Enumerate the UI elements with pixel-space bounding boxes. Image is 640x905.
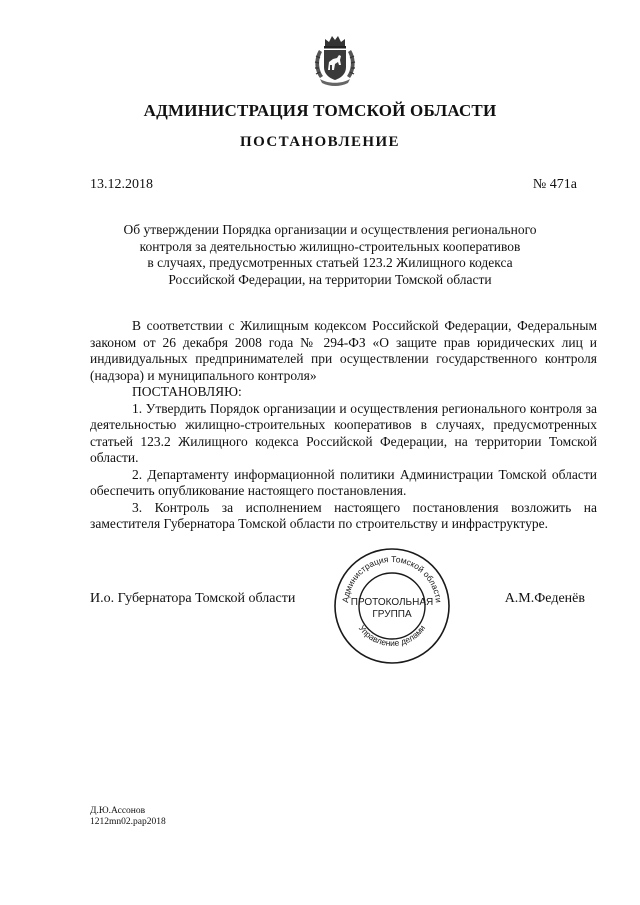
signer-name: А.М.Феденёв — [504, 591, 585, 606]
subject-line: Российской Федерации, на территории Томской области — [168, 271, 492, 287]
document-subject — [110, 222, 550, 288]
file-reference: 1212mn02.pap2018 — [90, 817, 166, 827]
stamp-ring-top-text: Администрация Томской области — [340, 553, 444, 604]
official-stamp — [332, 546, 452, 666]
executor-name: Д.Ю.Ассонов — [90, 806, 146, 816]
stamp-center-line2: ГРУППА — [372, 609, 412, 620]
executor-footer — [90, 806, 166, 828]
item-paragraph: 1. Утвердить Порядок организации и осуществления регионального контроля за деятельностью жилищно-строительных кооперативов в случаях, предусмотренных статьей 123.2 Жилищного кодекса Российской Федерации, на территории Томской области. — [90, 400, 597, 465]
document-body — [90, 318, 597, 533]
stamp-ring-bottom-text: Управление делами — [356, 623, 428, 649]
preamble-paragraph: В соответствии с Жилищным кодексом Российской Федерации, Федеральным законом от 26 декабря 2008 года № 294-ФЗ «О защите прав юридических лиц и индивидуальных предпринимателей при осуществлении государственного контроля (надзора) и муниципального контроля» — [90, 318, 597, 383]
item-paragraph: 2. Департаменту информационной политики Администрации Томской области обеспечить опубликование настоящего постановления. — [90, 466, 597, 498]
document-type-heading: ПОСТАНОВЛЕНИЕ — [240, 134, 400, 150]
subject-line: Об утверждении Порядка организации и осуществления регионального — [123, 222, 537, 237]
document-date: 13.12.2018 — [90, 177, 153, 192]
svg-text:Управление делами — [357, 623, 428, 648]
organization-title: АДМИНИСТРАЦИЯ ТОМСКОЙ ОБЛАСТИ — [143, 101, 497, 120]
subject-line: контроля за деятельностью жилищно-строительных кооперативов — [139, 238, 521, 254]
signer-title: И.о. Губернатора Томской области — [90, 591, 296, 606]
subject-line: в случаях, предусмотренных статьей 123.2 Жилищного кодекса — [147, 255, 513, 270]
stamp-center-line1: ПРОТОКОЛЬНАЯ — [350, 597, 434, 608]
decree-word: ПОСТАНОВЛЯЮ: — [132, 384, 242, 399]
document-number: № 471а — [532, 177, 577, 192]
item-paragraph: 3. Контроль за исполнением настоящего постановления возложить на заместителя Губернатора Томской области по строительству и инфраструктуре. — [90, 499, 597, 531]
coat-of-arms-icon — [310, 34, 360, 88]
